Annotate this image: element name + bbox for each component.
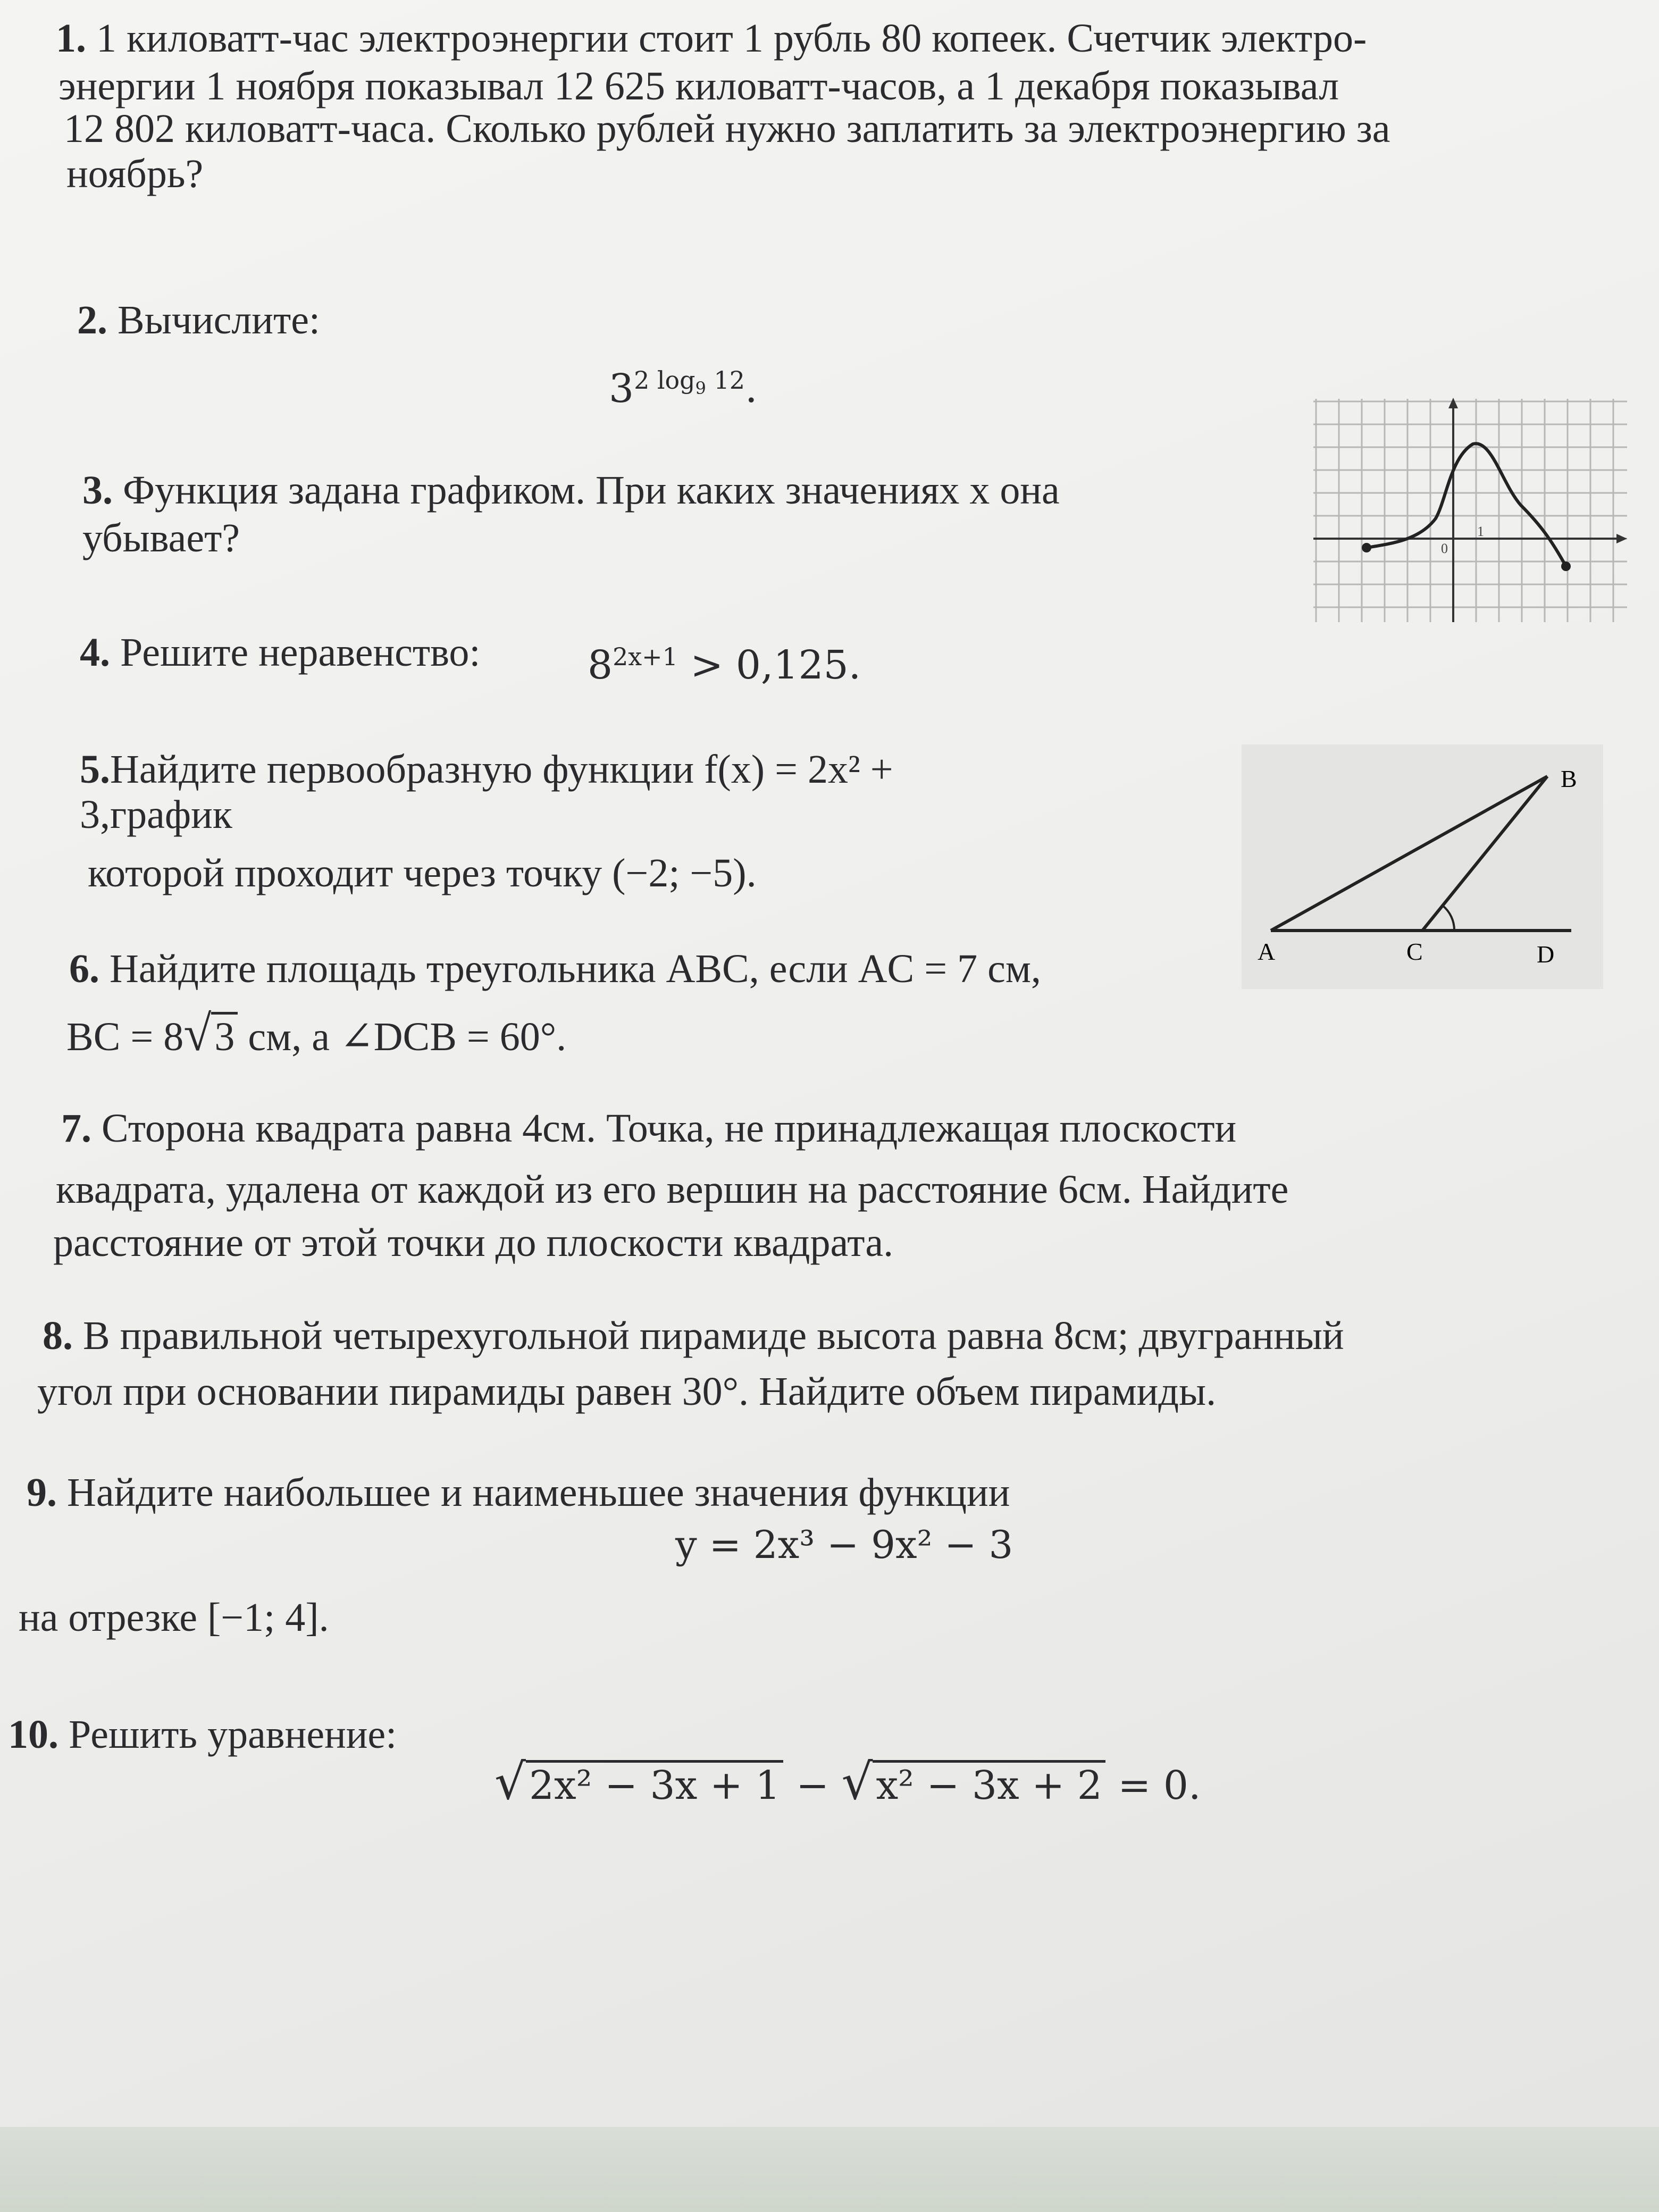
problem-8-line-1: 8. В правильной четырехугольной пирамиде высота равна 8см; двугранный bbox=[43, 1313, 1344, 1358]
problem-9-line-1: 9. Найдите наибольшее и наименьшее значения функции bbox=[27, 1470, 1010, 1515]
problem-4-text: 4. Решите неравенство: bbox=[80, 630, 481, 675]
problem-1-line-3: 12 802 киловатт-часа. Сколько рублей нужно заплатить за электроэнергию за bbox=[64, 106, 1390, 151]
tick-one-label: 1 bbox=[1477, 524, 1484, 539]
problem-6-line-2: BC = 8√3 см, а ∠DCB = 60°. bbox=[66, 1005, 567, 1061]
problem-4-inequality: $8^{2x+1} > 0,125$. bbox=[588, 642, 861, 688]
graph-y-arrow bbox=[1448, 398, 1458, 408]
problem-3-line-1: 3. Функция задана графиком. При каких значениях x она bbox=[82, 468, 1060, 513]
problem-3-line-2: убывает? bbox=[82, 516, 240, 560]
label-B: B bbox=[1561, 765, 1577, 792]
label-D: D bbox=[1537, 941, 1555, 968]
problem-7-line-1: 7. Сторона квадрата равна 4см. Точка, не принадлежащая плоскости bbox=[61, 1106, 1237, 1151]
problem-7-line-3: расстояние от этой точки до плоскости квадрата. bbox=[53, 1220, 894, 1265]
table-surface bbox=[0, 2127, 1659, 2212]
problem-1-line-4: ноябрь? bbox=[66, 152, 204, 196]
curve-start-point bbox=[1362, 543, 1371, 552]
problem-5-line-1: 5.Найдите первообразную функции f(x) = 2x² + bbox=[80, 747, 893, 792]
graph-x-arrow bbox=[1616, 534, 1627, 543]
problem-1-line-2: энергии 1 ноября показывал 12 625 киловатт-часов, а 1 декабря показывал bbox=[58, 64, 1339, 108]
problem-9-line-3: на отрезке [−1; 4]. bbox=[19, 1595, 329, 1640]
graph-grid bbox=[1313, 399, 1627, 622]
label-A: A bbox=[1258, 938, 1276, 965]
problem-5-line-3: которой проходит через точку (−2; −5). bbox=[88, 851, 757, 895]
problem-7-line-2: квадрата, удалена от каждой из его вершин на расстояние 6см. Найдите bbox=[56, 1167, 1289, 1212]
function-curve bbox=[1367, 443, 1566, 566]
problem-9-formula: y = 2x³ − 9x² − 3 bbox=[675, 1522, 1013, 1567]
origin-label: 0 bbox=[1441, 541, 1448, 556]
triangle-figure bbox=[1242, 744, 1603, 994]
problem-2-text: 2. Вычислите: bbox=[77, 298, 321, 342]
problem-10-equation: √2x² − 3x + 1 − √x² − 3x + 2 = 0. bbox=[495, 1753, 1201, 1811]
problem-10-text: 10. Решить уравнение: bbox=[8, 1712, 397, 1757]
problem-2-expression: $3^{2 log_9 12}$. bbox=[609, 365, 758, 412]
curve-end-point bbox=[1561, 562, 1571, 571]
problem-6-line-1: 6. Найдите площадь треугольника ABC, если AC = 7 см, bbox=[69, 946, 1041, 991]
problem-5-line-2: 3,график bbox=[80, 792, 232, 837]
function-graph-figure bbox=[1308, 393, 1632, 627]
label-C: C bbox=[1406, 938, 1423, 965]
problem-1-line-1: 1. 1 киловатт-час электроэнергии стоит 1 рубль 80 копеек. Счетчик электро- bbox=[56, 16, 1367, 61]
problem-8-line-2: угол при основании пирамиды равен 30°. Найдите объем пирамиды. bbox=[37, 1369, 1217, 1414]
